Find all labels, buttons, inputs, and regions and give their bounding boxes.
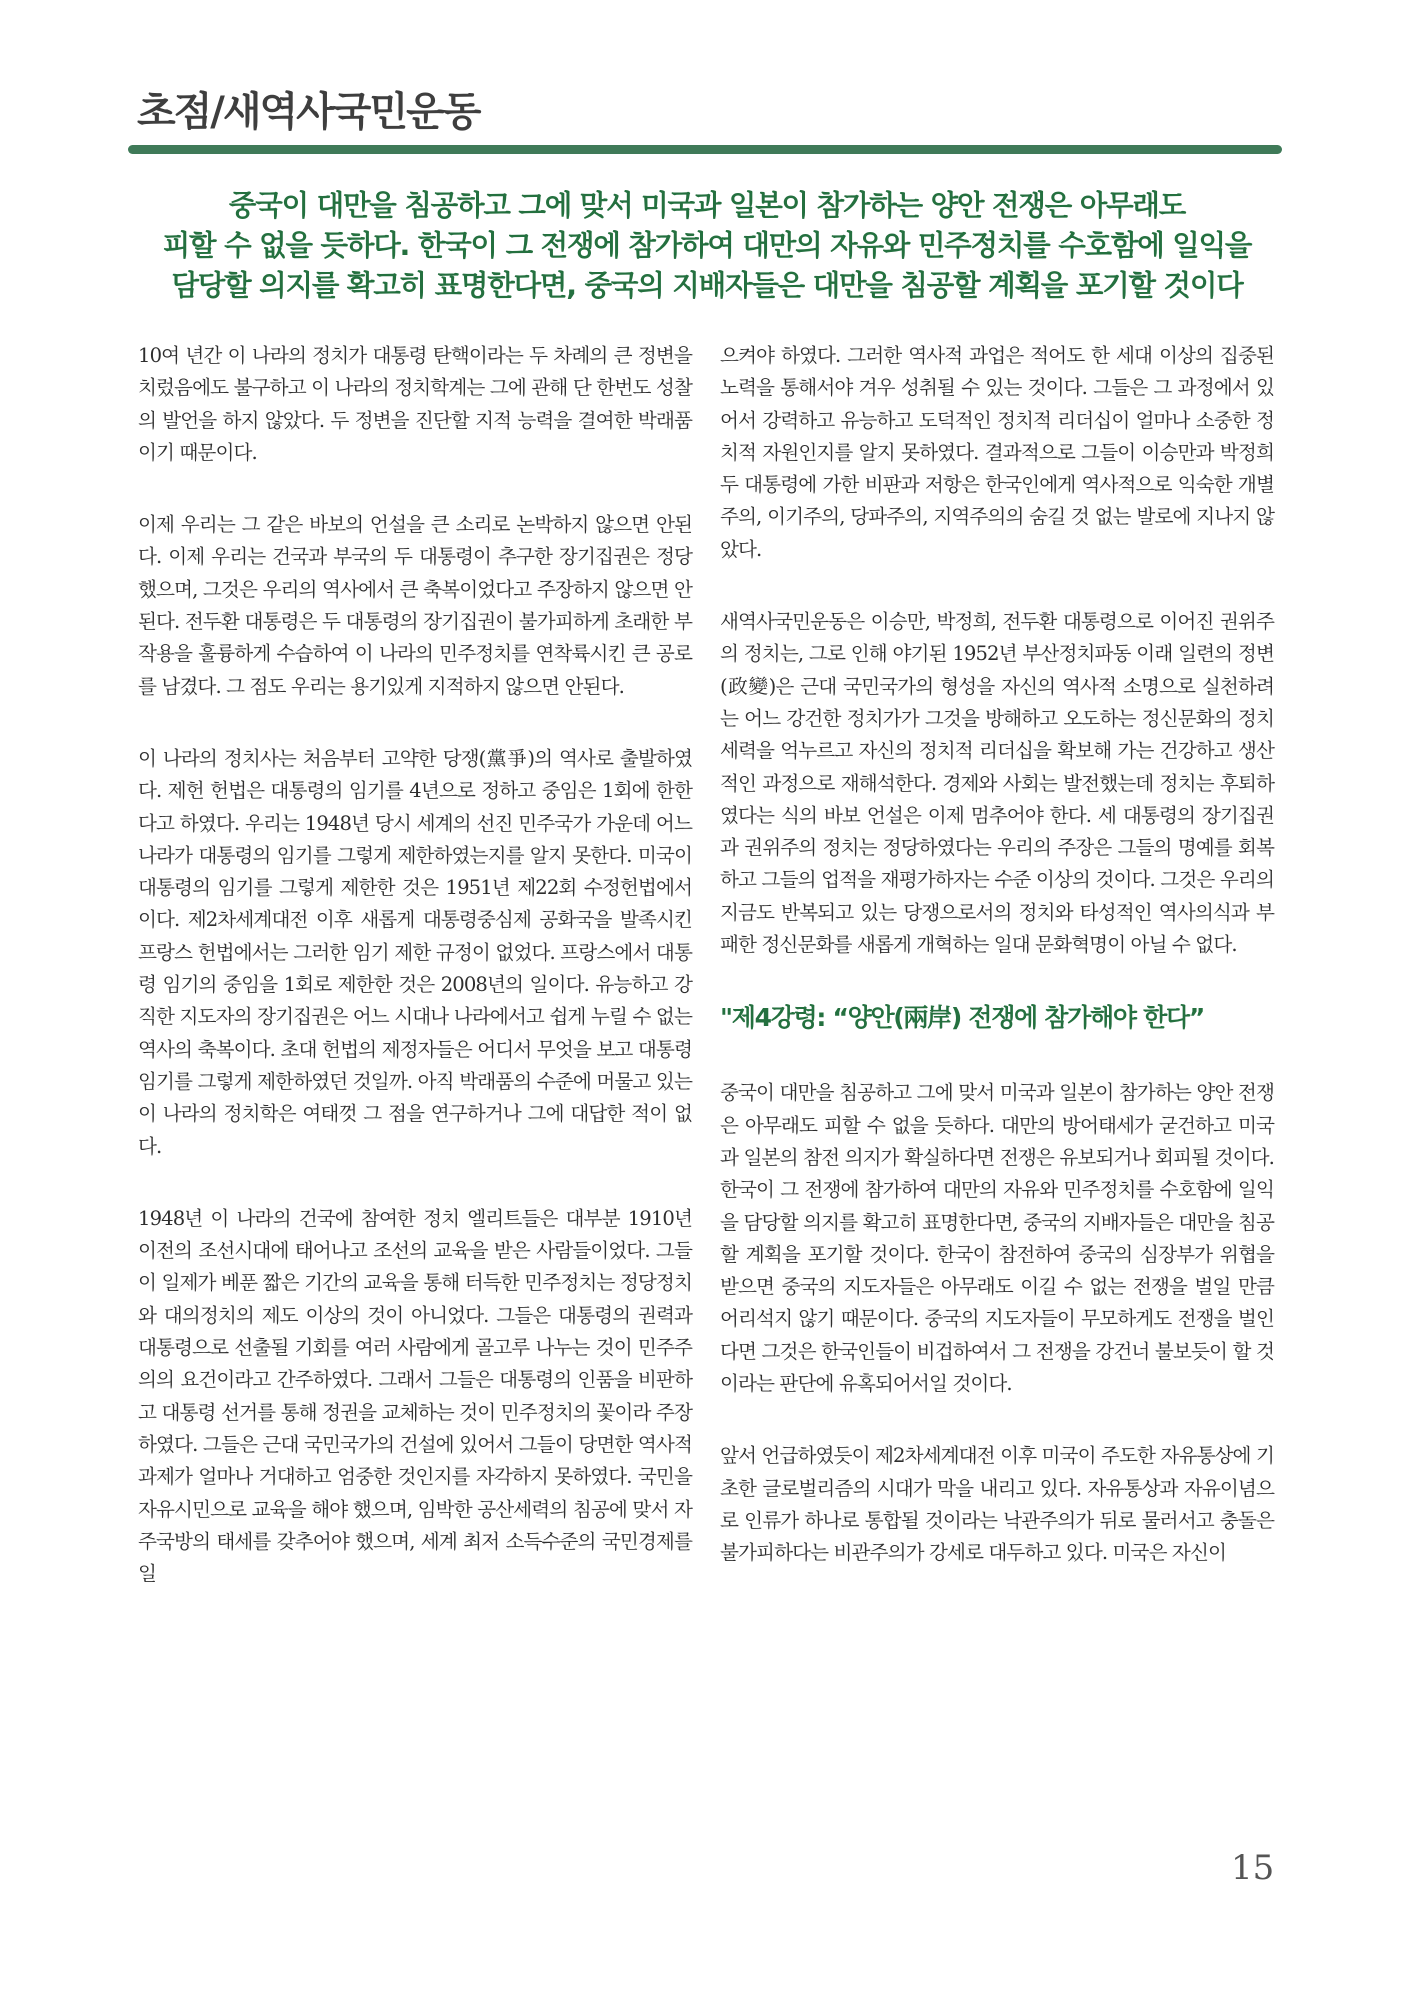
body-paragraph: 앞서 언급하였듯이 제2차세계대전 이후 미국이 주도한 자유통상에 기초한 글로벌리즘의 시대가 막을 내리고 있다. 자유통상과 자유이념으로 인류가 하나로 통합될 것이라는 낙관주의가 뒤로 물러서고 충돌은 불가피하다는 비관주의가 강세로 대두하고 있다. 미국은 자신이: [720, 1444, 1274, 1565]
section-subheading: "제4강령: “양안(兩岸) 전쟁에 참가해야 한다”: [720, 1003, 1204, 1033]
body-paragraph: 이 나라의 정치사는 처음부터 고약한 당쟁(黨爭)의 역사로 출발하였다. 제헌 헌법은 대통령의 임기를 4년으로 정하고 중임은 1회에 한한다고 하였다. 우리는 1948년 당시 세계의 선진 민주국가 가운데 어느 나라가 대통령의 임기를 그렇게 제한하였는지를 알지 못한다. 미국이 대통령의 임기를 그렇게 제한한 것은 1951년 제22회 수정헌법에서이다. 제2차세계대전 이후 새롭게 대통령중심제 공화국을 발족시킨 프랑스 헌법에서는 그러한 임기 제한 규정이 없었다. 프랑스에서 대통령 임기의 중임을 1회로 제한한 것은 2008년의 일이다. 유능하고 강직한 지도자의 장기집권은 어느 시대나 나라에서고 쉽게 누릴 수 없는 역사의 축복이다. 초대 헌법의 제정자들은 어디서 무엇을 보고 대통령 임기를 그렇게 제한하였던 것일까. 아직 박래품의 수준에 머물고 있는 이 나라의 정치학은 여태껏 그 점을 연구하거나 그에 대답한 적이 없다.: [138, 746, 692, 1158]
body-paragraph: 이제 우리는 그 같은 바보의 언설을 큰 소리로 논박하지 않으면 안된다. 이제 우리는 건국과 부국의 두 대통령이 추구한 장기집권은 정당했으며, 그것은 우리의 역사에서 큰 축복이었다고 주장하지 않으면 안된다. 전두환 대통령은 두 대통령의 장기집권이 불가피하게 초래한 부작용을 훌륭하게 수습하여 이 나라의 민주정치를 연착륙시킨 큰 공로를 남겼다. 그 점도 우리는 용기있게 지적하지 않으면 안된다.: [138, 513, 692, 698]
body-paragraph: 10여 년간 이 나라의 정치가 대통령 탄핵이라는 두 차례의 큰 정변을 치렀음에도 불구하고 이 나라의 정치학계는 그에 관해 단 한번도 성찰의 발언을 하지 않았다. 두 정변을 진단할 지적 능력을 결여한 박래품이기 때문이다.: [138, 344, 692, 464]
right-column: [720, 340, 1274, 1610]
pullquote: [135, 186, 1279, 306]
body-paragraph: 으켜야 하였다. 그러한 역사적 과업은 적어도 한 세대 이상의 집중된 노력을 통해서야 겨우 성취될 수 있는 것이다. 그들은 그 과정에서 있어서 강력하고 유능하고 도덕적인 정치적 리더십이 얼마나 소중한 정치적 자원인지를 알지 못하였다. 결과적으로 그들이 이승만과 박정희 두 대통령에 가한 비판과 저항은 한국인에게 역사적으로 익숙한 개별주의, 이기주의, 당파주의, 지역주의의 숨길 것 없는 발로에 지나지 않았다.: [720, 344, 1274, 561]
left-column: [138, 340, 692, 1630]
body-paragraph: 중국이 대만을 침공하고 그에 맞서 미국과 일본이 참가하는 양안 전쟁은 아무래도 피할 수 없을 듯하다. 대만의 방어태세가 굳건하고 미국과 일본의 참전 의지가 확실하다면 전쟁은 유보되거나 회피될 것이다. 한국이 그 전쟁에 참가하여 대만의 자유와 민주정치를 수호함에 일익을 담당할 의지를 확고히 표명한다면, 중국의 지배자들은 대만을 침공할 계획을 포기할 것이다. 한국이 참전하여 중국의 심장부가 위협을 받으면 중국의 지도자들은 아무래도 이길 수 없는 전쟁을 벌일 만큼 어리석지 않기 때문이다. 중국의 지도자들이 무모하게도 전쟁을 벌인다면 그것은 한국인들이 비겁하여서 그 전쟁을 강건너 불보듯이 할 것이라는 판단에 유혹되어서일 것이다.: [720, 1081, 1274, 1396]
page-number: 15: [1231, 1848, 1275, 1888]
body-paragraph: 1948년 이 나라의 건국에 참여한 정치 엘리트들은 대부분 1910년 이전의 조선시대에 태어나고 조선의 교육을 받은 사람들이었다. 그들이 일제가 베푼 짧은 기간의 교육을 통해 터득한 민주정치는 정당정치와 대의정치의 제도 이상의 것이 아니었다. 그들은 대통령의 권력과 대통령으로 선출될 기회를 여러 사람에게 골고루 나누는 것이 민주주의의 요건이라고 간주하였다. 그래서 그들은 대통령의 인품을 비판하고 대통령 선거를 통해 정권을 교체하는 것이 민주정치의 꽃이라 주장하였다. 그들은 근대 국민국가의 건설에 있어서 그들이 당면한 역사적 과제가 얼마나 거대하고 엄중한 것인지를 자각하지 못하였다. 국민을 자유시민으로 교육을 해야 했으며, 임박한 공산세력의 침공에 맞서 자주국방의 태세를 갖추어야 했으며, 세계 최저 소득수준의 국민경제를 일: [138, 1206, 692, 1586]
section-title: 초점/새역사국민운동: [137, 89, 480, 135]
body-paragraph: 새역사국민운동은 이승만, 박정희, 전두환 대통령으로 이어진 권위주의 정치는, 그로 인해 야기된 1952년 부산정치파동 이래 일련의 정변(政變)은 근대 국민국가의 형성을 자신의 역사적 소명으로 실천하려는 어느 강건한 정치가가 그것을 방해하고 오도하는 정신문화의 정치세력을 억누르고 자신의 정치적 리더십을 확보해 가는 건강하고 생산적인 과정으로 재해석한다. 경제와 사회는 발전했는데 정치는 후퇴하였다는 식의 바보 언설은 이제 멈추어야 한다. 세 대통령의 장기집권과 권위주의 정치는 정당하였다는 우리의 주장은 그들의 명예를 회복하고 그들의 업적을 재평가하자는 수준 이상의 것이다. 그것은 우리의 지금도 반복되고 있는 당쟁으로서의 정치와 타성적인 역사의식과 부패한 정신문화를 새롭게 개혁하는 일대 문화혁명이 아닐 수 없다.: [720, 610, 1274, 957]
pullquote-line: 피할 수 없을 듯하다. 한국이 그 전쟁에 참가하여 대만의 자유와 민주정치를 수호함에 일익을: [162, 229, 1252, 262]
pullquote-line: 중국이 대만을 침공하고 그에 맞서 미국과 일본이 참가하는 양안 전쟁은 아무래도: [228, 189, 1186, 222]
title-rule: [128, 145, 1282, 154]
pullquote-line: 담당할 의지를 확고히 표명한다면, 중국의 지배자들은 대만을 침공할 계획을 포기할 것이다: [171, 269, 1243, 302]
